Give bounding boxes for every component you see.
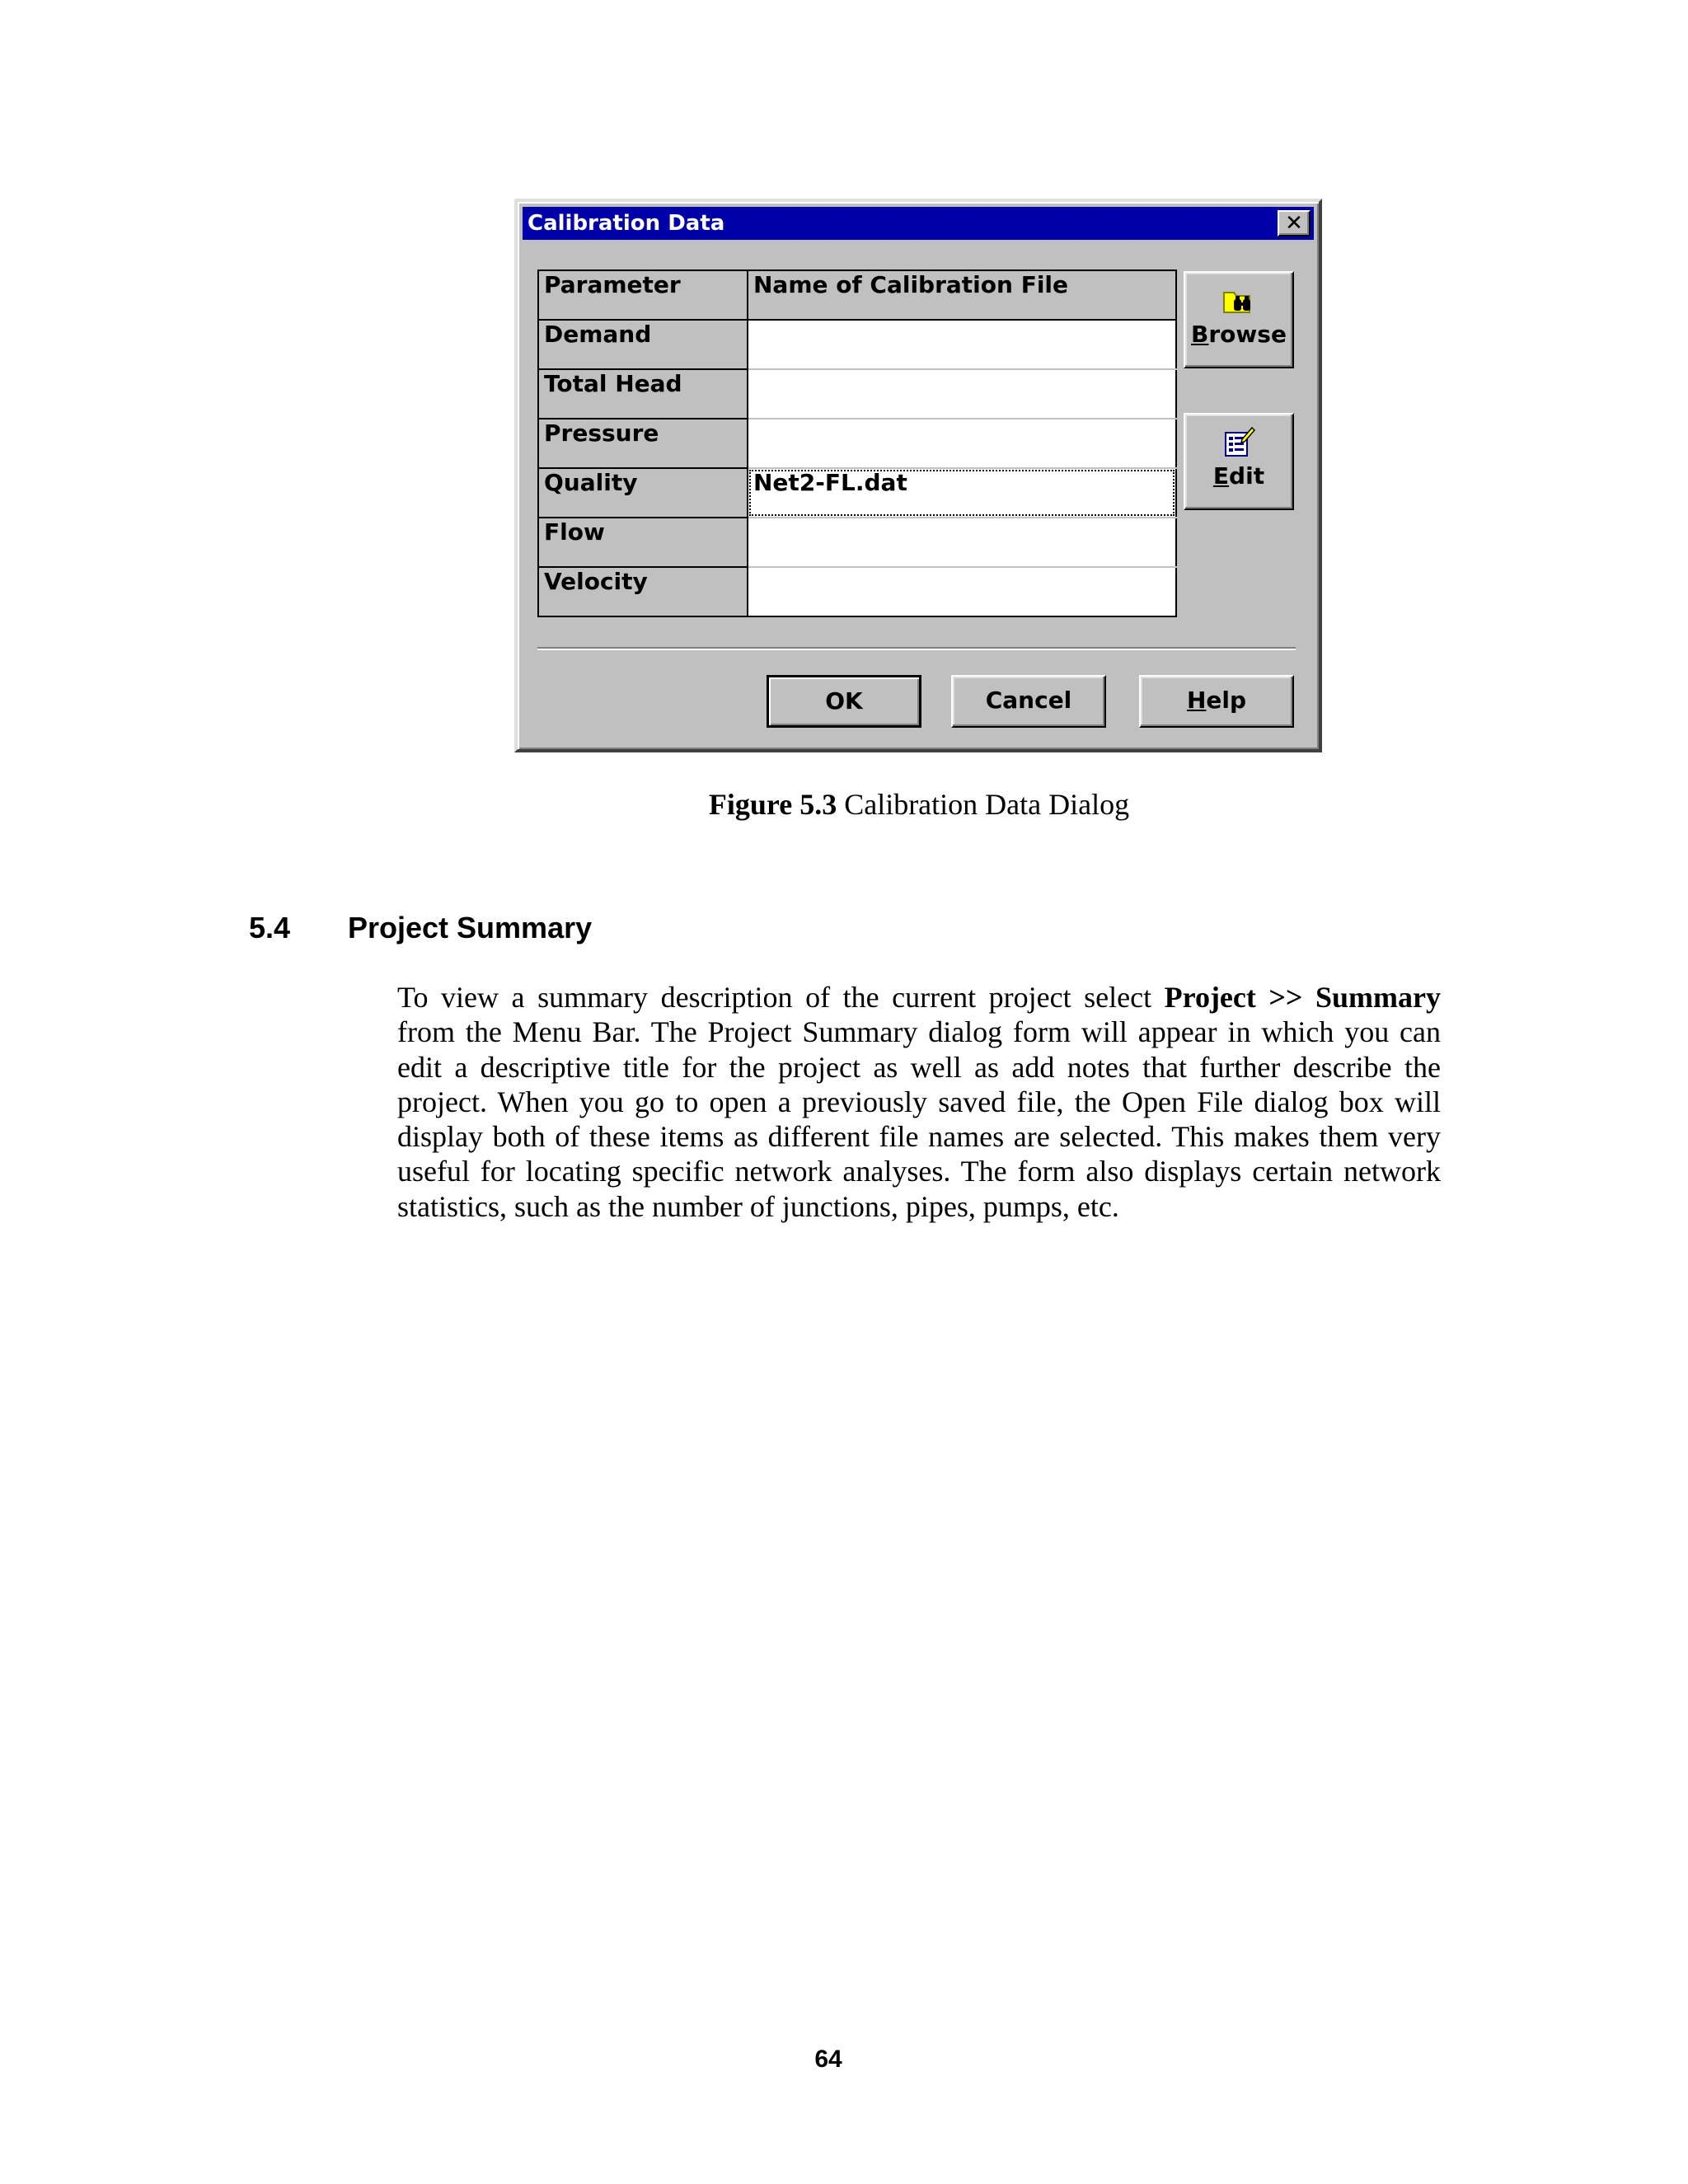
row-file-cell[interactable] — [748, 419, 1176, 468]
section-title: Project Summary — [348, 911, 593, 944]
help-label: elp — [1206, 687, 1247, 714]
dialog-title: Calibration Data — [528, 211, 725, 236]
help-accel: H — [1186, 687, 1207, 714]
row-parameter: Flow — [538, 518, 748, 567]
browse-accel: B — [1191, 321, 1209, 348]
grid-row-pressure — [538, 419, 1176, 468]
page-number: 64 — [814, 2046, 842, 2073]
header-file: Name of Calibration File — [748, 270, 1176, 320]
paragraph-text-end: from the Menu Bar. The Project Summary dialog form will appear in which you can edit a descriptive title for the project as well as add notes that further describe the project. When you go to open a previously saved file, the Open File dialog box will display both of these items as different file names are selected. This makes them very useful for locating specific network analyses. The form also displays certain network statistics, such as the number of junctions, pipes, pumps, etc. — [397, 1015, 1441, 1223]
section-paragraph — [397, 980, 1441, 1224]
row-parameter: Pressure — [538, 419, 748, 468]
edit-label: dit — [1229, 462, 1265, 490]
paragraph-text-start: To view a summary description of the current project select — [397, 981, 1165, 1014]
grid-row-demand — [538, 320, 1176, 369]
help-button[interactable] — [1139, 675, 1294, 728]
ok-label: OK — [825, 687, 863, 715]
dialog-title-bar — [523, 207, 1314, 240]
row-file-cell[interactable] — [748, 518, 1176, 567]
binoculars-folder-icon — [1222, 284, 1255, 317]
edit-accel: E — [1212, 462, 1230, 490]
cancel-label: Cancel — [985, 687, 1072, 714]
header-parameter: Parameter — [538, 270, 748, 320]
row-parameter: Demand — [538, 320, 748, 369]
section-number: 5.4 — [249, 911, 291, 944]
close-button[interactable] — [1278, 210, 1311, 237]
row-file-cell[interactable] — [748, 369, 1176, 419]
grid-row-velocity — [538, 567, 1176, 616]
figure-caption-text: Calibration Data Dialog — [837, 788, 1130, 821]
grid-header-row — [538, 270, 1176, 320]
row-parameter: Velocity — [538, 567, 748, 616]
browse-button[interactable] — [1184, 271, 1294, 368]
menu-path: Project >> Summary — [1164, 981, 1441, 1014]
grid-row-flow — [538, 518, 1176, 567]
figure-label: Figure 5.3 — [708, 788, 837, 821]
row-file-cell[interactable] — [748, 567, 1176, 616]
row-file-cell-selected[interactable]: Net2-FL.dat — [748, 468, 1176, 518]
grid-row-total-head — [538, 369, 1176, 419]
ok-button[interactable] — [767, 675, 921, 728]
cancel-button[interactable] — [951, 675, 1106, 728]
grid-row-quality — [538, 468, 1176, 518]
calibration-grid — [537, 269, 1177, 617]
row-parameter: Quality — [538, 468, 748, 518]
row-parameter: Total Head — [538, 369, 748, 419]
close-icon: ✕ — [1285, 211, 1303, 236]
edit-document-icon — [1222, 426, 1255, 459]
browse-label: rowse — [1208, 321, 1287, 348]
calibration-data-dialog — [514, 199, 1322, 752]
dialog-separator — [537, 647, 1296, 650]
row-file-cell[interactable] — [748, 320, 1176, 369]
figure-caption — [0, 787, 1688, 822]
edit-button[interactable] — [1184, 413, 1294, 510]
